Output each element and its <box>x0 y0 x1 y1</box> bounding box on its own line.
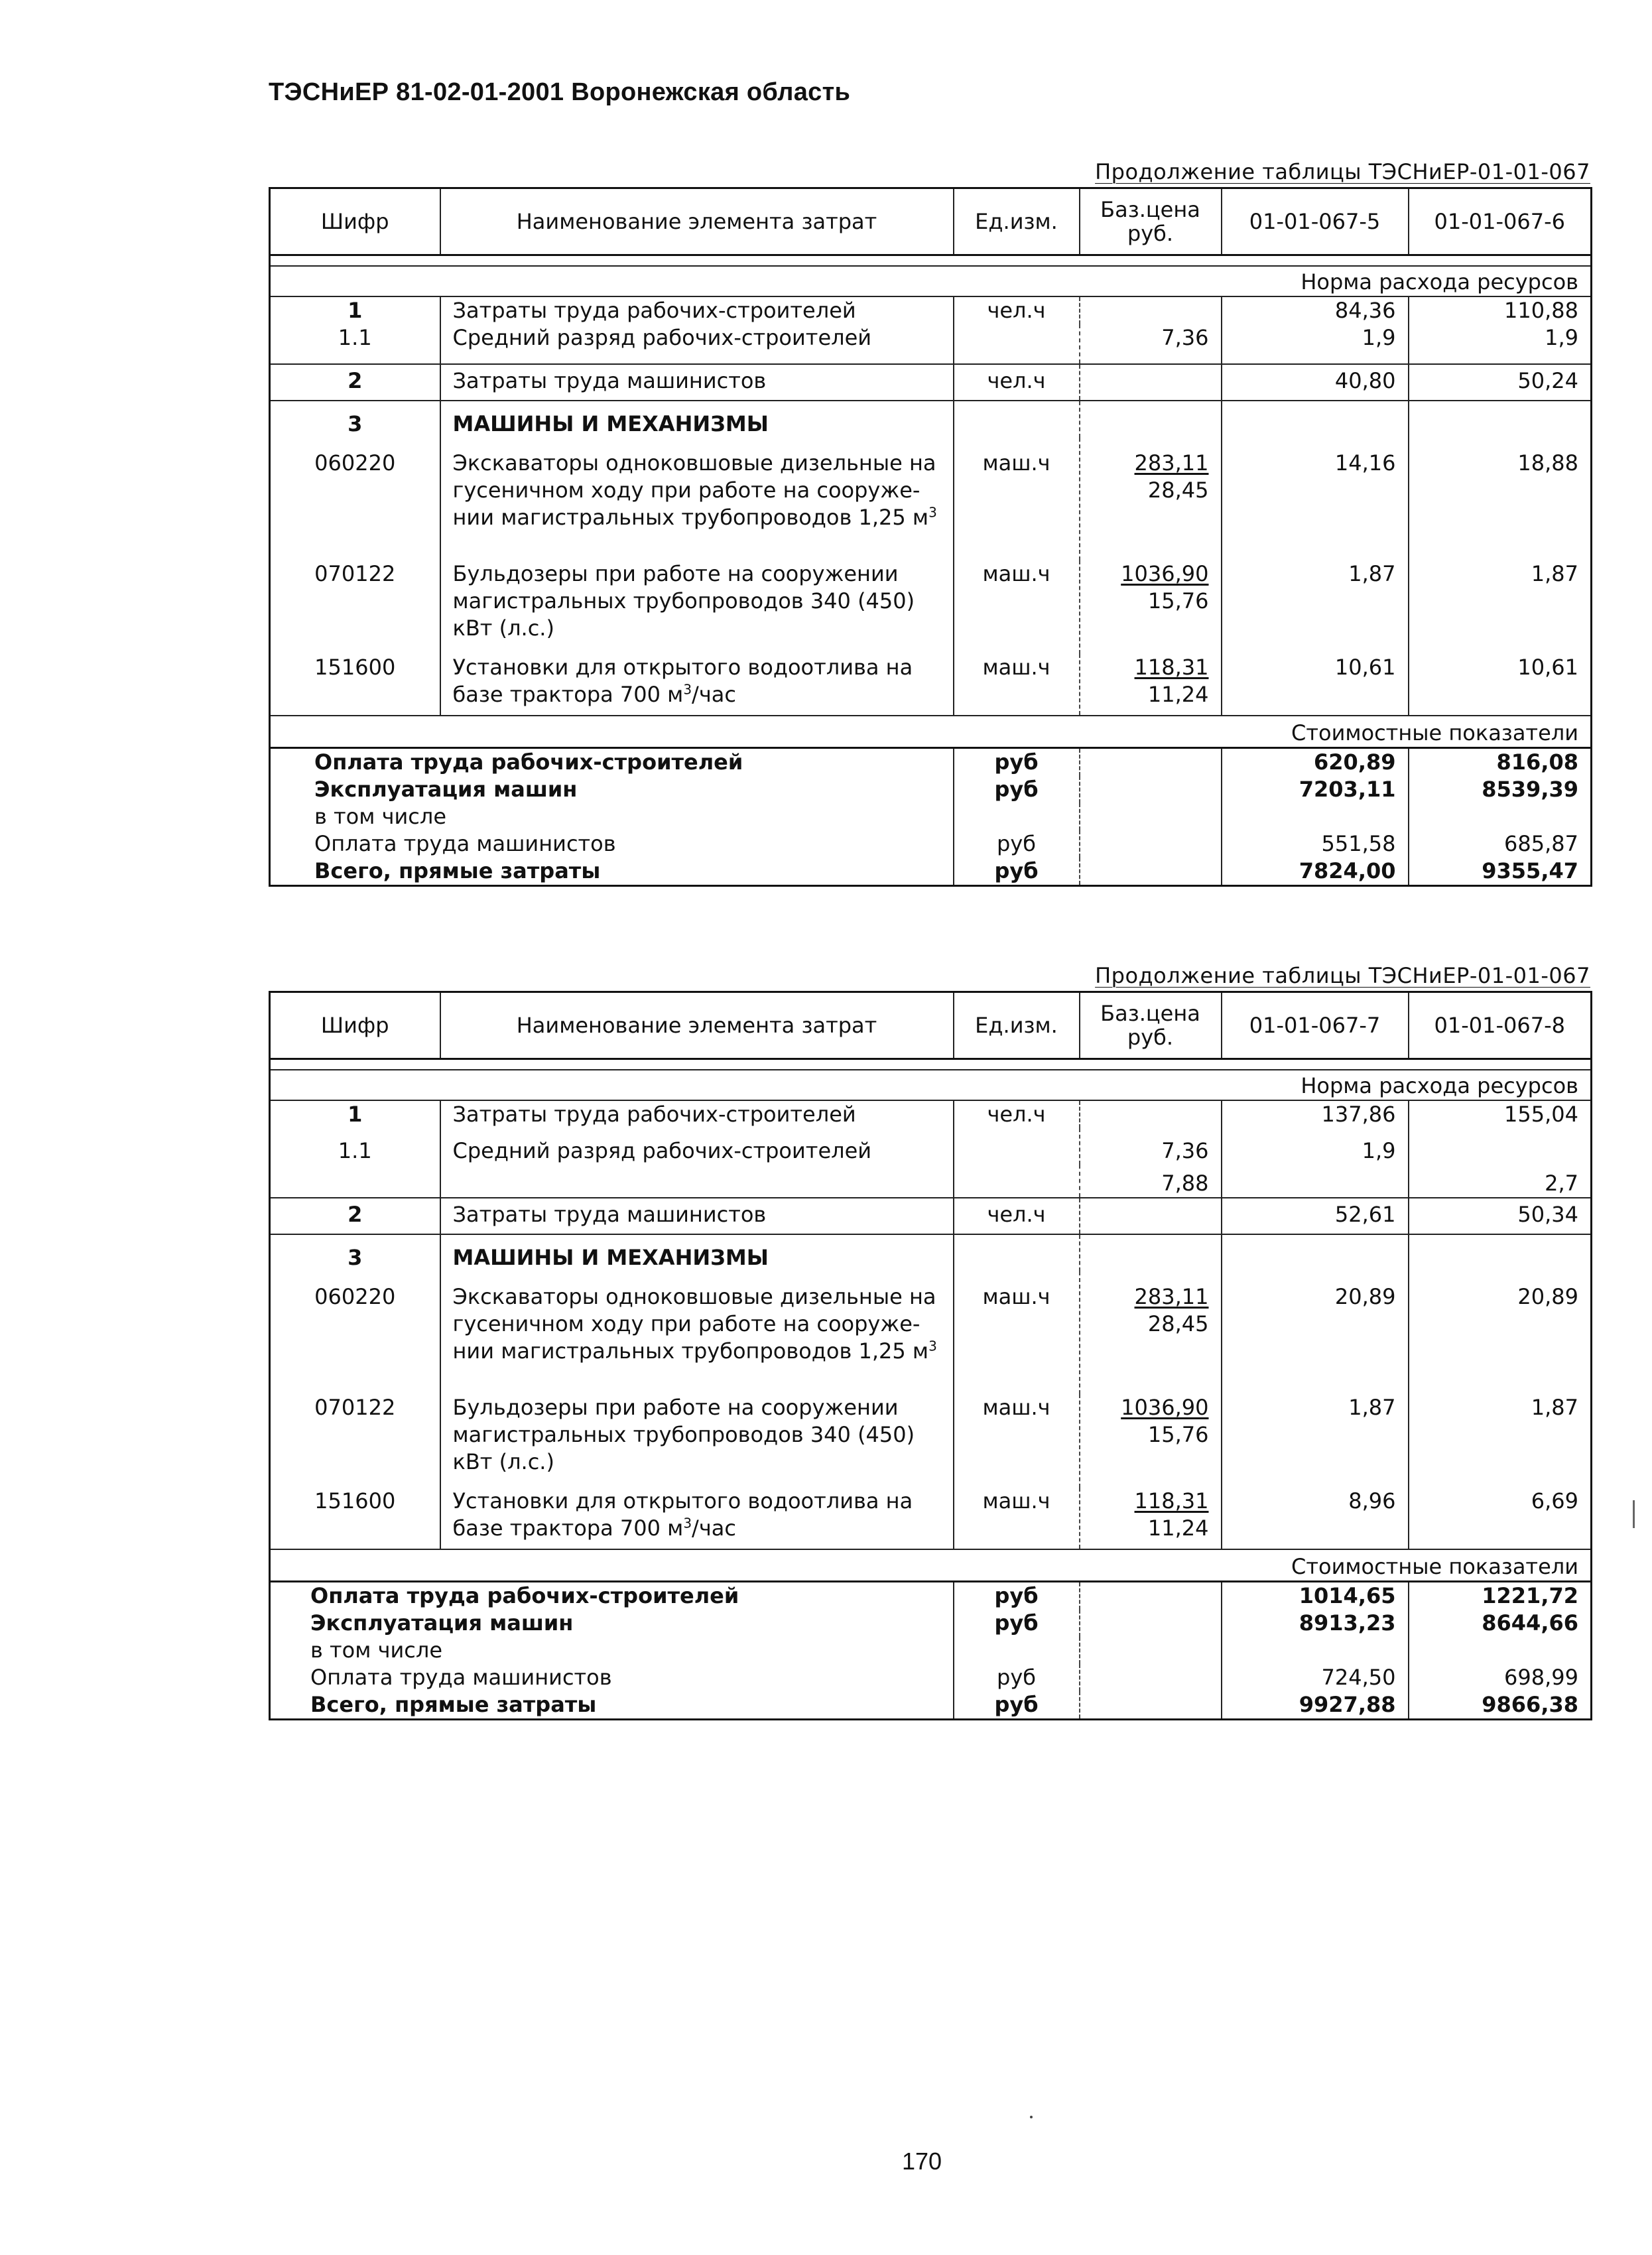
superscript: 3 <box>928 1338 937 1354</box>
header-col-2: 01-01-067-8 <box>1409 992 1592 1059</box>
row-price <box>1080 1394 1222 1488</box>
row-value-2: 6,69 <box>1409 1488 1592 1549</box>
summary-row-total <box>270 858 1592 886</box>
row-unit: маш.ч <box>954 1394 1080 1488</box>
row-unit: чел.ч <box>954 1198 1080 1234</box>
header-unit: Ед.изм. <box>954 992 1080 1059</box>
row-value-2: 20,89 <box>1517 1284 1578 1309</box>
price-base: 28,45 <box>1147 478 1209 503</box>
row-name: Затраты труда машинистов <box>440 364 954 401</box>
row-value-1: 84,36 <box>1222 296 1409 324</box>
row-name: Средний разряд рабочих-строителей <box>440 324 954 364</box>
row-name-line: нии магистральных трубопроводов 1,25 м <box>452 1338 929 1364</box>
section-norma-label: Норма расхода ресурсов <box>270 1070 1592 1100</box>
row-value-1: 1,9 <box>1222 324 1409 364</box>
row-name <box>440 1488 954 1549</box>
superscript: 3 <box>683 1515 692 1531</box>
price-current: 283,11 <box>1134 1284 1209 1309</box>
row-value-2: 18,88 <box>1517 450 1578 476</box>
summary-value-1: 1014,65 <box>1222 1582 1409 1610</box>
summary-unit: руб <box>954 858 1080 886</box>
table-header-row <box>270 992 1592 1059</box>
table-row <box>270 438 1592 560</box>
summary-label: в том числе <box>270 803 954 830</box>
row-value-2: 155,04 <box>1504 1102 1578 1127</box>
resource-table-2 <box>269 991 1592 1720</box>
row-name <box>440 560 954 654</box>
summary-value-2: 698,99 <box>1504 1665 1578 1690</box>
summary-label: Оплата труда машинистов <box>270 1664 954 1691</box>
row-value-1: 20,89 <box>1222 1271 1409 1394</box>
summary-unit: руб <box>954 1582 1080 1610</box>
table-row <box>270 1271 1592 1394</box>
resource-table-1 <box>269 187 1592 887</box>
row-price <box>1080 438 1222 560</box>
row-name-line: /час <box>692 682 736 707</box>
row-name <box>440 654 954 716</box>
summary-label: Оплата труда рабочих-строителей <box>270 748 954 777</box>
price-base: 11,24 <box>1147 1515 1209 1541</box>
summary-value-2: 816,08 <box>1496 749 1578 775</box>
row-code: 070122 <box>270 1394 440 1488</box>
price-base: 28,45 <box>1147 1311 1209 1336</box>
table-row <box>270 1100 1592 1128</box>
table-row <box>270 654 1592 716</box>
summary-label: Всего, прямые затраты <box>270 858 954 886</box>
row-price: 7,36 <box>1080 324 1222 364</box>
row-name-line: гусеничном ходу при работе на сооруже- <box>452 1311 921 1336</box>
row-value-2: 50,34 <box>1409 1198 1592 1234</box>
summary-value-2: 8539,39 <box>1482 777 1578 802</box>
row-value-1: 10,61 <box>1222 654 1409 716</box>
page-number: 170 <box>902 2148 942 2175</box>
row-code: 1.1 <box>270 324 440 364</box>
row-code: 3 <box>270 401 440 438</box>
summary-value-2: 685,87 <box>1504 831 1578 856</box>
row-price: 7,88 <box>1080 1165 1222 1198</box>
header-price: Баз.цена руб. <box>1080 188 1222 255</box>
section-stoim-row <box>270 716 1592 748</box>
summary-label: Эксплуатация машин <box>270 776 954 803</box>
row-code: 2 <box>270 1198 440 1234</box>
summary-value-2: 8644,66 <box>1482 1610 1578 1636</box>
row-code: 151600 <box>270 654 440 716</box>
price-base: 15,76 <box>1147 1422 1209 1447</box>
table-continuation-caption: Продолжение таблицы ТЭСНиЕР-01-01-067 <box>1095 963 1590 988</box>
row-value-2: 10,61 <box>1409 654 1592 716</box>
row-code: 060220 <box>270 1271 440 1394</box>
scan-margin-mark <box>1633 1500 1635 1528</box>
summary-unit: руб <box>954 830 1080 858</box>
section-stoim-label: Стоимостные показатели <box>270 1549 1592 1582</box>
page-header-title: ТЭСНиЕР 81-02-01-2001 Воронежская область <box>269 78 851 106</box>
row-name-line: Экскаваторы одноковшовые дизельные на <box>452 450 936 476</box>
row-value-1: 1,87 <box>1222 1394 1409 1488</box>
table-row <box>270 560 1592 654</box>
row-unit: чел.ч <box>954 364 1080 401</box>
summary-row <box>270 1582 1592 1610</box>
summary-row <box>270 776 1592 803</box>
row-code: 060220 <box>270 438 440 560</box>
summary-unit: руб <box>954 1610 1080 1637</box>
row-code: 070122 <box>270 560 440 654</box>
row-code: 1.1 <box>270 1128 440 1165</box>
price-current: 118,31 <box>1134 1488 1209 1514</box>
row-unit: чел.ч <box>954 296 1080 324</box>
row-price <box>1080 560 1222 654</box>
row-price <box>1080 364 1222 401</box>
summary-label: в том числе <box>270 1637 954 1664</box>
summary-value-1: 724,50 <box>1222 1664 1409 1691</box>
row-name <box>440 438 954 560</box>
summary-row <box>270 1637 1592 1664</box>
row-unit: маш.ч <box>954 438 1080 560</box>
table-row <box>270 364 1592 401</box>
summary-value-1: 9927,88 <box>1222 1691 1409 1720</box>
row-name: Затраты труда рабочих-строителей <box>440 296 954 324</box>
summary-row <box>270 748 1592 777</box>
summary-value-1: 620,89 <box>1222 748 1409 777</box>
summary-value-1: 7203,11 <box>1222 776 1409 803</box>
section-title-machines: МАШИНЫ И МЕХАНИЗМЫ <box>440 401 954 438</box>
row-code: 1 <box>270 296 440 324</box>
row-name: Затраты труда рабочих-строителей <box>440 1100 954 1128</box>
table-header-row <box>270 188 1592 255</box>
header-code: Шифр <box>270 992 440 1059</box>
row-name-line: кВт (л.с.) <box>452 1449 554 1474</box>
summary-label: Всего, прямые затраты <box>270 1691 954 1720</box>
table-row <box>270 324 1592 364</box>
price-current: 1036,90 <box>1121 561 1209 586</box>
row-code: 2 <box>270 364 440 401</box>
row-name <box>440 1271 954 1394</box>
price-current: 283,11 <box>1134 450 1209 476</box>
table-row <box>270 1488 1592 1549</box>
row-value-2: 110,88 <box>1504 298 1578 323</box>
section-norma-row <box>270 266 1592 296</box>
row-price <box>1080 1488 1222 1549</box>
summary-unit: руб <box>954 1691 1080 1720</box>
row-price <box>1080 1100 1222 1128</box>
summary-label: Оплата труда машинистов <box>270 830 954 858</box>
row-unit: маш.ч <box>954 654 1080 716</box>
summary-row <box>270 830 1592 858</box>
row-code: 1 <box>270 1100 440 1128</box>
table-row <box>270 296 1592 324</box>
row-name-line: Бульдозеры при работе на сооружении <box>452 1395 899 1420</box>
row-price <box>1080 1271 1222 1394</box>
summary-unit: руб <box>954 748 1080 777</box>
row-name: Средний разряд рабочих-строителей <box>440 1128 954 1165</box>
summary-unit: руб <box>954 1664 1080 1691</box>
table-row <box>270 1234 1592 1271</box>
price-current: 118,31 <box>1134 655 1209 680</box>
row-value-2: 2,7 <box>1409 1165 1592 1198</box>
row-unit <box>954 1128 1080 1165</box>
row-name-line: кВт (л.с.) <box>452 615 554 641</box>
row-name-line: Установки для открытого водоотлива на <box>452 655 913 680</box>
row-price <box>1080 654 1222 716</box>
row-value-1: 14,16 <box>1222 438 1409 560</box>
row-unit: маш.ч <box>954 560 1080 654</box>
summary-value-1: 7824,00 <box>1222 858 1409 886</box>
row-name: Затраты труда машинистов <box>440 1198 954 1234</box>
row-unit: чел.ч <box>954 1100 1080 1128</box>
row-unit: маш.ч <box>954 1488 1080 1549</box>
summary-row <box>270 1610 1592 1637</box>
row-name-line: магистральных трубопроводов 340 (450) <box>452 1422 915 1447</box>
row-name-line: магистральных трубопроводов 340 (450) <box>452 588 915 613</box>
row-value-1: 40,80 <box>1222 364 1409 401</box>
price-base: 11,24 <box>1147 682 1209 707</box>
section-stoim-row <box>270 1549 1592 1582</box>
header-unit: Ед.изм. <box>954 188 1080 255</box>
price-current: 1036,90 <box>1121 1395 1209 1420</box>
row-name-line: Установки для открытого водоотлива на <box>452 1488 913 1514</box>
row-name-line: Бульдозеры при работе на сооружении <box>452 561 899 586</box>
superscript: 3 <box>683 681 692 698</box>
row-code: 151600 <box>270 1488 440 1549</box>
row-name-line: базе трактора 700 м <box>452 682 684 707</box>
table-continuation-caption: Продолжение таблицы ТЭСНиЕР-01-01-067 <box>1095 159 1590 184</box>
section-title-machines: МАШИНЫ И МЕХАНИЗМЫ <box>440 1234 954 1271</box>
price-base: 15,76 <box>1147 588 1209 613</box>
row-value-2: 1,87 <box>1531 1395 1578 1420</box>
scan-speck <box>1030 2116 1033 2118</box>
row-name-line: Экскаваторы одноковшовые дизельные на <box>452 1284 936 1309</box>
row-value-2 <box>1409 1128 1592 1165</box>
row-unit: маш.ч <box>954 1271 1080 1394</box>
row-value-1: 137,86 <box>1222 1100 1409 1128</box>
summary-row <box>270 1664 1592 1691</box>
row-value-1: 1,9 <box>1222 1128 1409 1165</box>
row-unit <box>954 324 1080 364</box>
summary-label: Эксплуатация машин <box>270 1610 954 1637</box>
header-code: Шифр <box>270 188 440 255</box>
summary-value-2: 1221,72 <box>1482 1583 1578 1608</box>
row-name-line: гусеничном ходу при работе на сооруже- <box>452 478 921 503</box>
row-name-line: нии магистральных трубопроводов 1,25 м <box>452 505 929 530</box>
table-row <box>270 1128 1592 1165</box>
superscript: 3 <box>928 504 937 521</box>
row-price <box>1080 1198 1222 1234</box>
table-row <box>270 1198 1592 1234</box>
row-code: 3 <box>270 1234 440 1271</box>
summary-value-2: 9866,38 <box>1482 1692 1578 1717</box>
section-norma-row <box>270 1070 1592 1100</box>
row-name-line: базе трактора 700 м <box>452 1515 684 1541</box>
header-name: Наименование элемента затрат <box>440 992 954 1059</box>
table-row <box>270 401 1592 438</box>
row-value-1: 1,87 <box>1222 560 1409 654</box>
table-row <box>270 1165 1592 1198</box>
row-price <box>1080 296 1222 324</box>
row-name <box>440 1394 954 1488</box>
summary-label: Оплата труда рабочих-строителей <box>270 1582 954 1610</box>
header-price: Баз.цена руб. <box>1080 992 1222 1059</box>
summary-unit: руб <box>954 776 1080 803</box>
summary-value-1: 551,58 <box>1222 830 1409 858</box>
table-row <box>270 1394 1592 1488</box>
row-price: 7,36 <box>1080 1128 1222 1165</box>
section-norma-label: Норма расхода ресурсов <box>270 266 1592 296</box>
row-value-1: 8,96 <box>1222 1488 1409 1549</box>
summary-row-total <box>270 1691 1592 1720</box>
summary-value-1: 8913,23 <box>1222 1610 1409 1637</box>
header-col-1: 01-01-067-5 <box>1222 188 1409 255</box>
row-value-2: 1,87 <box>1531 561 1578 586</box>
row-value-2: 1,9 <box>1409 324 1592 364</box>
header-name: Наименование элемента затрат <box>440 188 954 255</box>
header-col-2: 01-01-067-6 <box>1409 188 1592 255</box>
header-col-1: 01-01-067-7 <box>1222 992 1409 1059</box>
row-name-line: /час <box>692 1515 736 1541</box>
summary-row <box>270 803 1592 830</box>
row-value-1: 52,61 <box>1222 1198 1409 1234</box>
section-stoim-label: Стоимостные показатели <box>270 716 1592 748</box>
summary-value-2: 9355,47 <box>1482 858 1578 883</box>
row-value-2: 50,24 <box>1409 364 1592 401</box>
